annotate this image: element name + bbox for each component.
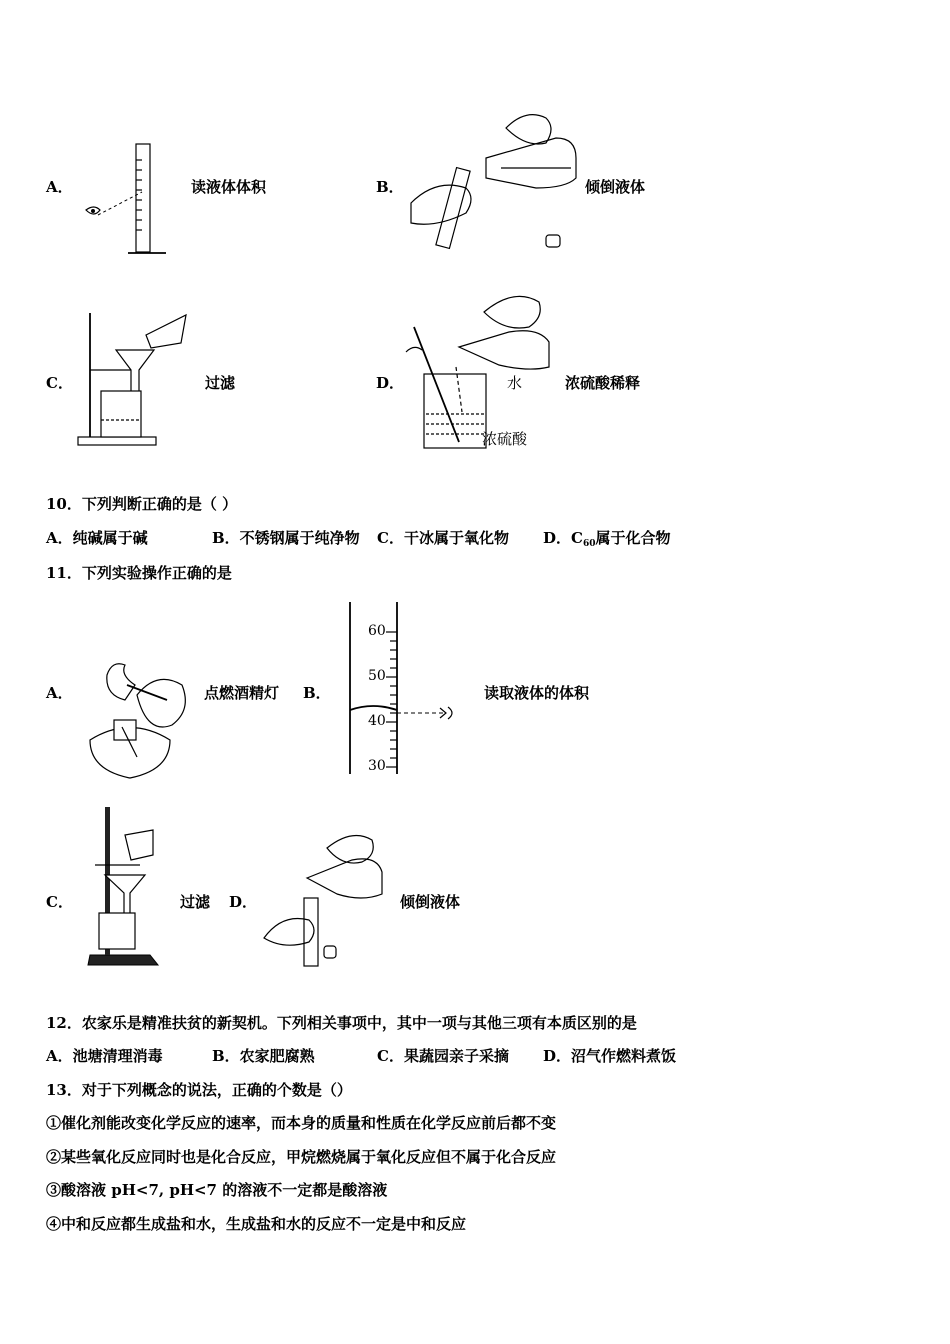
q9-d-figure-diluting-acid	[404, 292, 554, 456]
q11-b-figure-cylinder-scale	[340, 600, 470, 784]
q12-option-a: A．池塘清理消毒	[46, 1047, 163, 1065]
q10-stem: 10．下列判断正确的是（ ）	[46, 495, 238, 513]
q10-option-d-prefix: D．C	[543, 529, 583, 547]
q13-statement-4: ④中和反应都生成盐和水，生成盐和水的反应不一定是中和反应	[46, 1215, 467, 1233]
q10-option-d-subscript: 60	[582, 539, 596, 549]
q10-option-d	[543, 529, 671, 553]
q10-option-c: C．干冰属于氧化物	[377, 529, 509, 547]
q9-c-figure-filtration-stand	[76, 295, 196, 454]
q13-stem: 13．对于下列概念的说法，正确的个数是（）	[46, 1081, 352, 1099]
q9-d-water-tag: 水	[507, 374, 523, 392]
q11-option-c-label: 过滤	[180, 893, 211, 911]
q11-a-figure-lighting-lamp	[82, 655, 197, 789]
q9-option-b-letter: B．	[376, 178, 404, 196]
q13-statement-3: ③酸溶液 pH<7, pH<7 的溶液不一定都是酸溶液	[46, 1181, 388, 1199]
q11-option-d-label: 倾倒液体	[400, 893, 461, 911]
q11-d-figure-pouring	[262, 828, 387, 977]
q9-d-acid-tag: 浓硫酸	[482, 430, 528, 448]
q12-stem: 12．农家乐是精准扶贫的新契机。下列相关事项中，其中一项与其他三项有本质区别的是	[46, 1014, 637, 1032]
q11-option-b-letter: B．	[303, 684, 331, 702]
q9-option-a-label: 读液体体积	[191, 178, 267, 196]
q9-option-a-letter: A．	[46, 178, 73, 196]
q11-b-tick-label: 50	[368, 668, 386, 684]
q12-option-c: C．果蔬园亲子采摘	[377, 1047, 509, 1065]
q10-option-b: B．不锈钢属于纯净物	[212, 529, 360, 547]
q11-option-d-letter: D．	[229, 893, 258, 911]
q11-b-tick-label: 30	[368, 758, 386, 774]
q11-option-a-letter: A．	[46, 684, 73, 702]
q11-option-a-label: 点燃酒精灯	[204, 684, 280, 702]
q9-option-d-letter: D．	[376, 374, 405, 392]
q10-option-a: A．纯碱属于碱	[46, 529, 148, 547]
q13-statement-2: ②某些氧化反应同时也是化合反应，甲烷燃烧属于氧化反应但不属于化合反应	[46, 1148, 557, 1166]
q9-b-figure-pouring-into-tube	[406, 108, 586, 262]
q11-option-b-label: 读取液体的体积	[484, 684, 590, 702]
q13-statement-1: ①催化剂能改变化学反应的速率，而本身的质量和性质在化学反应前后都不变	[46, 1114, 557, 1132]
q9-option-c-label: 过滤	[205, 374, 236, 392]
q11-stem: 11．下列实验操作正确的是	[46, 564, 232, 582]
q11-b-tick-label: 60	[368, 623, 386, 639]
q11-option-c-letter: C．	[46, 893, 73, 911]
q12-option-b: B．农家肥腐熟	[212, 1047, 315, 1065]
q12-option-d: D．沼气作燃料煮饭	[543, 1047, 677, 1065]
q11-b-tick-label: 40	[368, 713, 386, 729]
q11-c-figure-filtration	[85, 805, 165, 974]
q9-option-c-letter: C．	[46, 374, 73, 392]
q9-option-b-label: 倾倒液体	[585, 178, 646, 196]
q9-option-d-label: 浓硫酸稀释	[565, 374, 641, 392]
q10-option-d-suffix: 属于化合物	[595, 529, 671, 547]
q9-a-figure-graduated-cylinder	[80, 140, 180, 264]
